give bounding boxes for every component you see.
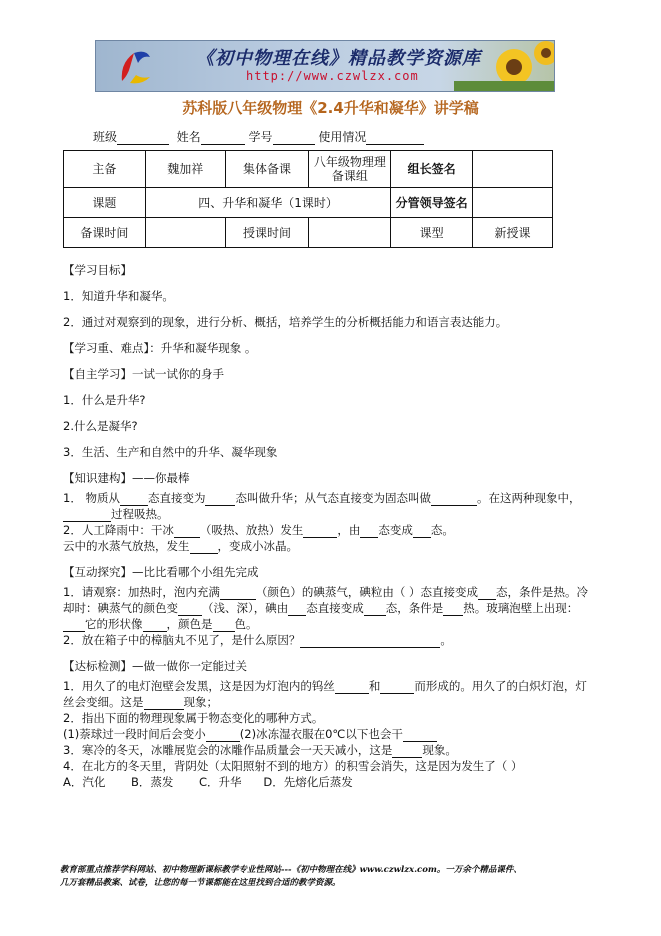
text: 热。玻璃泡壁上出现： [463, 601, 579, 615]
goal-item: 1．知道升华和凝华。 [63, 289, 174, 303]
worksheet-body [63, 262, 588, 790]
text: 2．放在箱子中的樟脑丸不见了，是什么原因？ [63, 633, 301, 647]
answer-blank[interactable] [392, 745, 422, 758]
text: 态直接变成 [306, 601, 364, 615]
text: 现象； [183, 695, 218, 709]
answer-blank[interactable] [478, 587, 496, 600]
option-c[interactable]: C．升华 [198, 775, 242, 789]
answer-blank[interactable] [206, 729, 240, 742]
test-item-4-options [63, 774, 588, 790]
text: ，由 [337, 523, 361, 537]
text: （吸热、放热）发生 [199, 523, 304, 537]
text: 。 [440, 633, 452, 647]
page-title: 苏科版八年级物理《2.4升华和凝华》讲学稿 [182, 99, 479, 117]
text: (2)冰冻湿衣服在0℃以下也会干 [239, 727, 403, 741]
footer-line: 几万套精品教案、试卷，让您的每一节课都能在这里找到合适的教学资源。 [60, 878, 341, 888]
text: （浅、深），碘由 [202, 601, 289, 615]
text: 和 [368, 679, 381, 693]
knowledge-heading: 【知识建构】——你最棒 [63, 471, 190, 485]
class-blank[interactable] [117, 132, 169, 145]
answer-blank[interactable] [205, 493, 235, 506]
text: 色。 [234, 617, 258, 631]
text: 过程吸热。 [111, 507, 169, 521]
text: 1． 物质从 [63, 491, 120, 505]
table-cell: 四、升华和凝华（1课时） [145, 188, 390, 218]
answer-blank[interactable] [120, 493, 148, 506]
page-footer [60, 864, 605, 890]
self-study-item: 1．什么是升华? [63, 393, 146, 407]
answer-blank[interactable] [380, 681, 414, 694]
answer-blank[interactable] [143, 619, 167, 632]
name-blank[interactable] [201, 132, 245, 145]
id-blank[interactable] [273, 132, 315, 145]
answer-blank[interactable] [144, 697, 184, 710]
table-cell: 分管领导签名 [391, 188, 473, 218]
option-b[interactable]: B．蒸发 [130, 775, 174, 789]
table-cell [473, 151, 553, 188]
test-item-2-parts [63, 726, 588, 742]
text: 2．人工降雨中：干冰 [63, 523, 174, 537]
answer-blank[interactable] [303, 525, 337, 538]
banner-title: 《初中物理在线》精品教学资源库 [196, 48, 481, 69]
self-study-item: 3．生活、生产和自然中的升华、凝华现象 [63, 445, 278, 459]
goal-item: 2．通过对观察到的现象，进行分析、概括，培养学生的分析概括能力和语言表达能力。 [63, 315, 508, 329]
text: 它的形状像 [85, 617, 143, 631]
self-study-item: 2.什么是凝华? [63, 419, 138, 433]
knowledge-item-1 [63, 490, 588, 506]
test-item-1 [63, 678, 588, 710]
text: 而形成的。用久了的白炽灯泡，灯丝会变细。这是 [63, 679, 587, 709]
table-cell: 课题 [64, 188, 146, 218]
text: 态叫做升华；从气态直接变为固态叫做 [235, 491, 431, 505]
answer-blank[interactable] [431, 493, 477, 506]
table-cell [145, 218, 225, 248]
usage-blank[interactable] [366, 132, 424, 145]
knowledge-item-1-cont [63, 506, 588, 522]
table-cell: 新授课 [473, 218, 553, 248]
text: 1．请观察：加热时，泡内充满 [63, 585, 220, 599]
sunflower-icon [454, 41, 554, 91]
answer-blank[interactable] [213, 619, 235, 632]
test-item-3 [63, 742, 588, 758]
answer-blank[interactable] [288, 603, 306, 616]
option-a[interactable]: A．汽化 [63, 775, 106, 789]
table-cell: 魏加祥 [145, 151, 225, 188]
answer-blank[interactable] [174, 525, 200, 538]
text: ，颜色是 [166, 617, 213, 631]
table-cell: 组长签名 [391, 151, 473, 188]
answer-blank[interactable] [413, 525, 431, 538]
answer-blank[interactable] [220, 587, 256, 600]
goal-heading: 【学习目标】 [63, 263, 132, 277]
text: 态直接变为 [147, 491, 206, 505]
knowledge-item-2-cont [63, 538, 588, 554]
answer-blank[interactable] [360, 525, 378, 538]
text: 态，条件是 [385, 601, 444, 615]
knowledge-item-2 [63, 522, 588, 538]
class-label: 班级 [93, 130, 118, 144]
answer-blank[interactable] [403, 729, 437, 742]
interactive-heading: 【互动探究】—比比看哪个小组先完成 [63, 565, 259, 579]
interactive-item-2 [63, 632, 588, 648]
text: 态，条件是热。冷却时：碘蒸气的颜色变 [63, 585, 588, 615]
text: ，变成小冰晶。 [217, 539, 298, 553]
self-study-heading: 【自主学习】一试一试你的身手 [63, 367, 224, 381]
answer-blank[interactable] [364, 603, 386, 616]
test-item-2: 2．指出下面的物理现象属于物态变化的哪种方式。 [63, 711, 324, 725]
answer-blank[interactable] [190, 541, 218, 554]
text: (1)萘球过一段时间后会变小 [63, 727, 206, 741]
text: 态变成 [378, 523, 413, 537]
option-d[interactable]: D．先熔化后蒸发 [263, 775, 353, 789]
answer-blank[interactable] [63, 619, 85, 632]
text: 1．用久了的电灯泡壁会发黑，这是因为灯泡内的钨丝 [63, 679, 335, 693]
text: 。在这两种现象中， [476, 491, 581, 505]
text: 态。 [430, 523, 454, 537]
table-cell: 主备 [64, 151, 146, 188]
answer-blank[interactable] [443, 603, 463, 616]
student-info-line [93, 128, 424, 145]
test-item-4: 4．在北方的冬天里，背阴处（太阳照射不到的地方）的积雪会消失，这是因为发生了（ ） [63, 759, 523, 773]
text: 云中的水蒸气放热，发生 [63, 539, 190, 553]
table-row [64, 188, 553, 218]
text: （颜色）的碘蒸气，碘粒由（ ）态直接变成 [255, 585, 478, 599]
answer-blank[interactable] [63, 509, 111, 522]
usage-label: 使用情况 [318, 130, 367, 144]
table-cell: 八年级物理理备课组 [309, 151, 391, 188]
header-banner [95, 40, 555, 92]
answer-blank[interactable] [178, 603, 202, 616]
key-points-heading: 【学习重、难点】：升华和凝华现象 。 [63, 341, 257, 355]
site-logo-icon [116, 45, 156, 87]
table-row [64, 151, 553, 188]
table-cell: 授课时间 [225, 218, 309, 248]
id-label: 学号 [248, 130, 273, 144]
name-label: 姓名 [176, 130, 201, 144]
banner-url[interactable]: http://www.czwlzx.com [246, 69, 419, 83]
test-heading: 【达标检测】—做一做你一定能过关 [63, 659, 247, 673]
text: 现象。 [422, 743, 457, 757]
table-cell: 课型 [391, 218, 473, 248]
table-cell [473, 188, 553, 218]
table-cell: 备课时间 [64, 218, 146, 248]
interactive-item-1 [63, 584, 588, 632]
text: 3．寒冷的冬天，冰雕展览会的冰雕作品质量会一天天减小，这是 [63, 743, 393, 757]
table-cell [309, 218, 391, 248]
answer-blank[interactable] [335, 681, 369, 694]
table-row [64, 218, 553, 248]
lesson-plan-table [63, 150, 553, 248]
footer-line: 教育部重点推荐学科网站、初中物理新课标教学专业性网站---《初中物理在线》www.czwlzx.com。一万余个精品课件、 [60, 865, 522, 875]
table-cell: 集体备课 [225, 151, 309, 188]
answer-blank[interactable] [300, 635, 440, 648]
